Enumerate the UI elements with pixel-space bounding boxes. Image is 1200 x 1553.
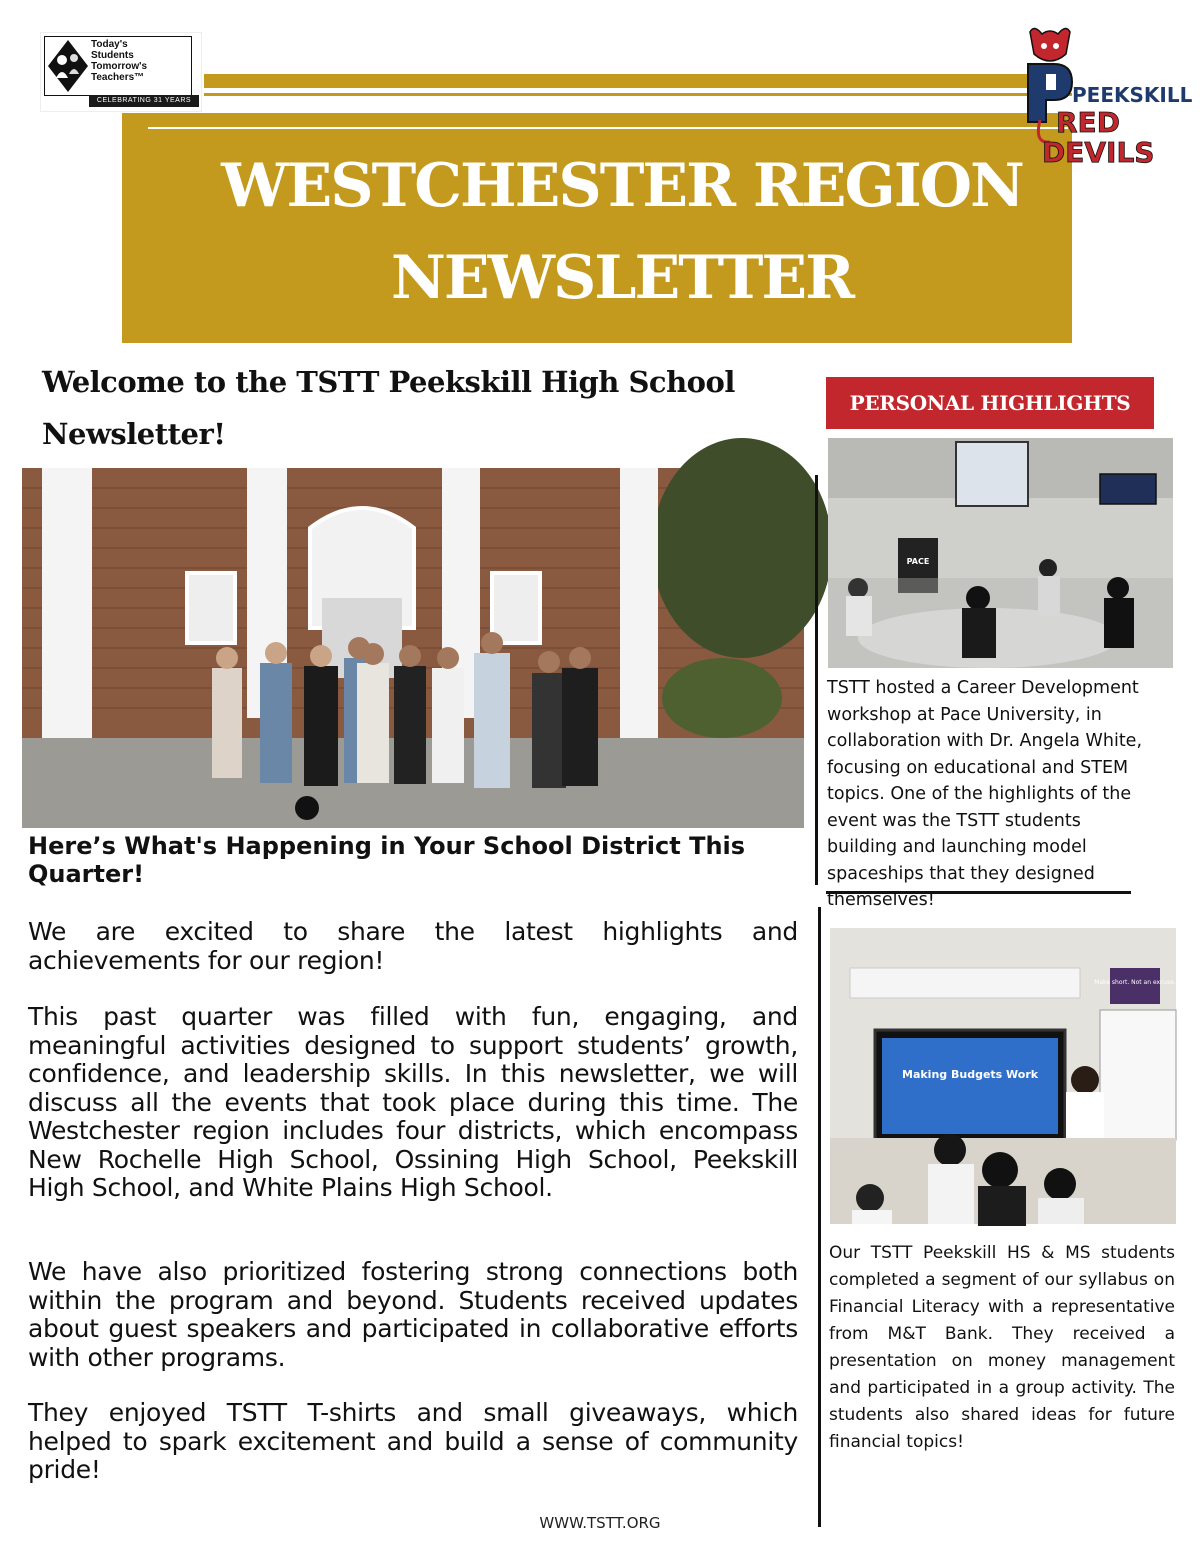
tstt-logo-text xyxy=(91,39,147,83)
banner-rule xyxy=(148,127,1068,129)
tstt-logo-line: Students xyxy=(91,50,134,61)
highlight-2-text: Our TSTT Peekskill HS & MS students completed a segment of our syllabus on Financial Literacy with a representative from M&T Bank. They received a presentation on money management and participated in a group activity. The students also shared ideas for future financial topics! xyxy=(829,1243,1175,1452)
sidebar-divider-top xyxy=(815,475,818,885)
group-photo xyxy=(22,468,804,828)
screen-slide-title: Making Budgets Work xyxy=(902,1068,1039,1081)
tstt-logo-line: Tomorrow's xyxy=(91,61,148,72)
personal-highlights-badge: PERSONAL HIGHLIGHTS xyxy=(826,377,1154,429)
pace-workshop-photo xyxy=(828,438,1173,668)
tstt-logo-ribbon: CELEBRATING 31 YEARS xyxy=(89,95,199,107)
body-paragraph-2: This past quarter was filled with fun, engaging, and meaningful activities designed to support students’ growth, confidence, and leadership skills. In this newsletter, we will discuss all the events that took place during this time. The Westchester region includes four districts, which encompass New Rochelle High School, Ossining High School, Peekskill High School, and White Plains High School. xyxy=(28,1002,798,1202)
body-paragraph-4: They enjoyed TSTT T-shirts and small giveaways, which helped to spark excitement and build a sense of community pride! xyxy=(28,1398,798,1484)
logo-red-word: RED xyxy=(1056,106,1120,139)
footer-url: WWW.TSTT.ORG xyxy=(539,1514,661,1532)
classroom-poster-text: Make short. Not an excuse. xyxy=(1094,979,1176,986)
page-title xyxy=(122,140,1122,324)
tstt-logo xyxy=(40,32,202,112)
peekskill-logo-text xyxy=(1020,24,1193,170)
body-paragraph-1: We are excited to share the latest highlights and achievements for our region! xyxy=(28,917,798,975)
logo-peekskill-word: PEEKSKILL xyxy=(1072,83,1193,107)
peekskill-red-devils-logo xyxy=(1020,24,1193,170)
financial-literacy-photo xyxy=(830,928,1176,1224)
section-heading: Here’s What's Happening in Your School District This Quarter! xyxy=(28,832,746,888)
page-title-line2: NEWSLETTER xyxy=(391,243,853,313)
welcome-heading: Welcome to the TSTT Peekskill High School Newsletter! xyxy=(42,365,735,451)
tstt-logo-line: Today's xyxy=(91,39,128,50)
body-paragraph-3: We have also prioritized fostering strong connections both within the program and beyond. Students received updates about guest speakers and participated in collaborative efforts with other programs. xyxy=(28,1257,798,1372)
gold-top-line xyxy=(204,93,1072,96)
highlight-1-text: TSTT hosted a Career Development workshop at Pace University, in collaboration with Dr. Angela White, focusing on educational and STEM topics. One of the highlights of the event was the TSTT students building and launching model spaceships that they designed themselves! xyxy=(827,678,1143,910)
logo-devils-word: DEVILS xyxy=(1042,136,1155,169)
tstt-logo-frame xyxy=(44,36,192,96)
tstt-silhouette-icon xyxy=(46,38,90,94)
sidebar-divider-bottom xyxy=(818,907,821,1527)
page-title-line1: WESTCHESTER REGION xyxy=(221,151,1023,221)
podium-label: PACE xyxy=(906,557,930,566)
gold-top-bar xyxy=(204,74,1072,88)
tstt-logo-line: Teachers™ xyxy=(91,72,145,83)
